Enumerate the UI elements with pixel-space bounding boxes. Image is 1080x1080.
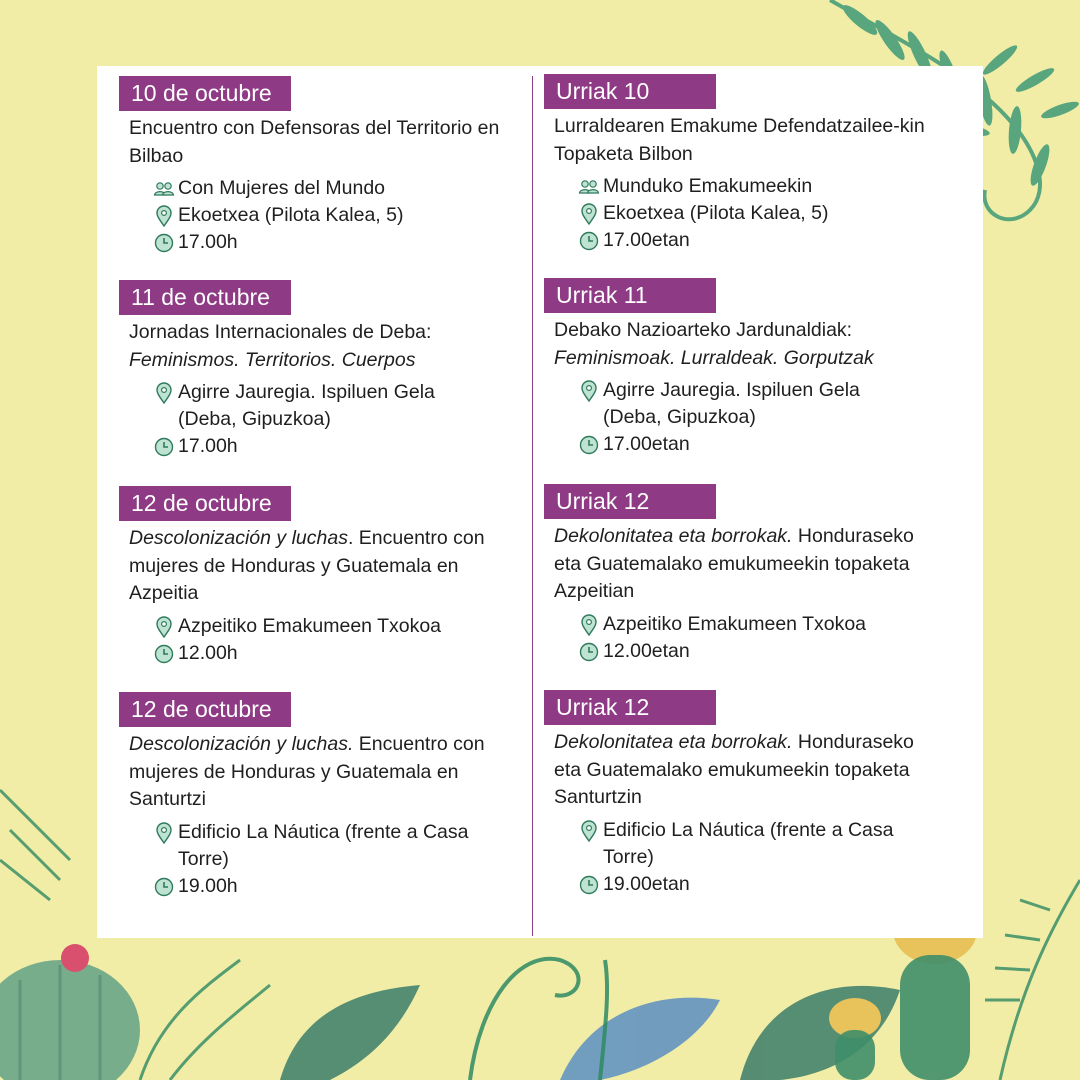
people-icon	[153, 178, 175, 200]
time-text: 12.00etan	[603, 639, 690, 662]
time-text: 19.00h	[178, 874, 238, 897]
event-es-3	[119, 486, 519, 667]
event-details	[582, 173, 944, 254]
event-title-text: . Encuentro con mujeres de Honduras y Guatemala en Azpeitia	[129, 527, 485, 604]
time-text: 17.00etan	[603, 433, 690, 455]
map-pin-icon	[578, 380, 600, 402]
map-pin-icon	[578, 820, 600, 842]
event-date: Urriak 12	[544, 484, 716, 519]
location-row	[582, 377, 944, 431]
time-row	[157, 433, 519, 460]
map-pin-icon	[153, 382, 175, 404]
event-details	[157, 379, 519, 460]
location-text-2: (Deba, Gipuzkoa)	[603, 406, 756, 428]
clock-icon	[578, 230, 600, 252]
event-title-text: Encuentro con mujeres de Honduras y Guatemala en Santurtzi	[129, 733, 485, 810]
organizer-row	[157, 175, 519, 202]
event-date: 12 de octubre	[119, 486, 291, 521]
location-text: Edificio La Náutica (frente a Casa	[178, 820, 469, 843]
location-text: Ekoetxea (Pilota Kalea, 5)	[178, 204, 404, 226]
event-title	[129, 115, 519, 170]
location-text: Azpeitiko Emakumeen Txokoa	[178, 614, 442, 637]
clock-icon	[578, 434, 600, 456]
event-date: Urriak 12	[544, 690, 716, 725]
location-row	[157, 819, 519, 873]
time-text: 19.00etan	[603, 872, 690, 895]
event-date: 10 de octubre	[119, 76, 291, 111]
event-es-2	[119, 280, 519, 460]
clock-icon	[153, 876, 175, 898]
event-details	[582, 611, 944, 665]
time-row	[582, 638, 944, 665]
event-title	[129, 525, 519, 608]
event-title-italic: Descolonización y luchas	[129, 527, 348, 549]
location-text: Ekoetxea (Pilota Kalea, 5)	[603, 202, 829, 224]
event-details	[582, 377, 944, 458]
event-title-text: Honduraseko eta Guatemalako emukumeekin topaketa Azpeitian	[554, 525, 914, 602]
event-title-italic: Descolonización y luchas.	[129, 733, 354, 755]
time-row	[582, 431, 944, 458]
event-details	[157, 819, 519, 900]
event-eu-3	[544, 484, 944, 665]
organizer-text: Con Mujeres del Mundo	[178, 177, 386, 199]
location-text-2: Torre)	[178, 847, 229, 870]
event-title-text: Jornadas Internacionales de Deba:	[129, 321, 432, 343]
event-title-text: Encuentro con Defensoras del Territorio en Bilbao	[129, 117, 500, 167]
clock-icon	[153, 643, 175, 665]
clock-icon	[153, 436, 175, 458]
people-icon	[578, 176, 600, 198]
location-text: Agirre Jauregia. Ispiluen Gela	[603, 379, 860, 401]
map-pin-icon	[153, 616, 175, 638]
location-text-2: Torre)	[603, 845, 654, 868]
location-text: Edificio La Náutica (frente a Casa	[603, 818, 894, 841]
event-date: Urriak 11	[544, 278, 716, 313]
event-date: 11 de octubre	[119, 280, 291, 315]
event-eu-1	[544, 74, 944, 254]
event-title	[554, 317, 944, 372]
event-subtitle: Feminismoak. Lurraldeak. Gorputzak	[554, 346, 874, 369]
event-details	[157, 613, 519, 667]
map-pin-icon	[153, 205, 175, 227]
location-row	[157, 613, 519, 640]
map-pin-icon	[578, 203, 600, 225]
time-row	[582, 227, 944, 254]
bottom-right-fern	[985, 880, 1080, 1080]
event-date: Urriak 10	[544, 74, 716, 109]
event-date: 12 de octubre	[119, 692, 291, 727]
event-eu-4	[544, 690, 944, 898]
location-row	[582, 200, 944, 227]
event-title-text: Lurraldearen Emakume Defendatzailee-kin Topaketa Bilbon	[554, 115, 925, 165]
location-row	[157, 202, 519, 229]
location-row	[582, 817, 944, 871]
map-pin-icon	[578, 614, 600, 636]
clock-icon	[153, 232, 175, 254]
schedule-card	[97, 66, 983, 938]
event-title	[554, 113, 944, 168]
event-es-1	[119, 76, 519, 256]
event-title	[554, 523, 944, 606]
column-divider	[532, 76, 533, 936]
event-title-italic: Dekolonitatea eta borrokak.	[554, 731, 793, 753]
time-row	[157, 229, 519, 256]
event-es-4	[119, 692, 519, 900]
event-title	[129, 731, 519, 814]
time-row	[157, 873, 519, 900]
location-text: Agirre Jauregia. Ispiluen Gela	[178, 381, 435, 403]
time-text: 17.00h	[178, 231, 238, 253]
location-text: Azpeitiko Emakumeen Txokoa	[603, 612, 867, 635]
event-details	[582, 817, 944, 898]
event-title	[554, 729, 944, 812]
map-pin-icon	[153, 822, 175, 844]
event-eu-2	[544, 278, 944, 458]
organizer-row	[582, 173, 944, 200]
event-title	[129, 319, 519, 374]
organizer-text: Munduko Emakumeekin	[603, 175, 813, 197]
time-row	[157, 640, 519, 667]
event-details	[157, 175, 519, 256]
event-subtitle: Feminismos. Territorios. Cuerpos	[129, 348, 416, 371]
location-row	[582, 611, 944, 638]
time-row	[582, 871, 944, 898]
time-text: 17.00h	[178, 435, 238, 457]
time-text: 12.00h	[178, 641, 238, 664]
location-text-2: (Deba, Gipuzkoa)	[178, 408, 331, 430]
bottom-left-cactus	[0, 944, 140, 1080]
clock-icon	[578, 874, 600, 896]
event-title-text: Honduraseko eta Guatemalako emukumeekin topaketa Santurtzin	[554, 731, 914, 808]
bottom-monstera	[280, 985, 900, 1080]
bottom-fern	[470, 959, 607, 1080]
time-text: 17.00etan	[603, 229, 690, 251]
clock-icon	[578, 641, 600, 663]
location-row	[157, 379, 519, 433]
event-title-text: Debako Nazioarteko Jardunaldiak:	[554, 319, 853, 341]
event-title-italic: Dekolonitatea eta borrokak.	[554, 525, 793, 547]
